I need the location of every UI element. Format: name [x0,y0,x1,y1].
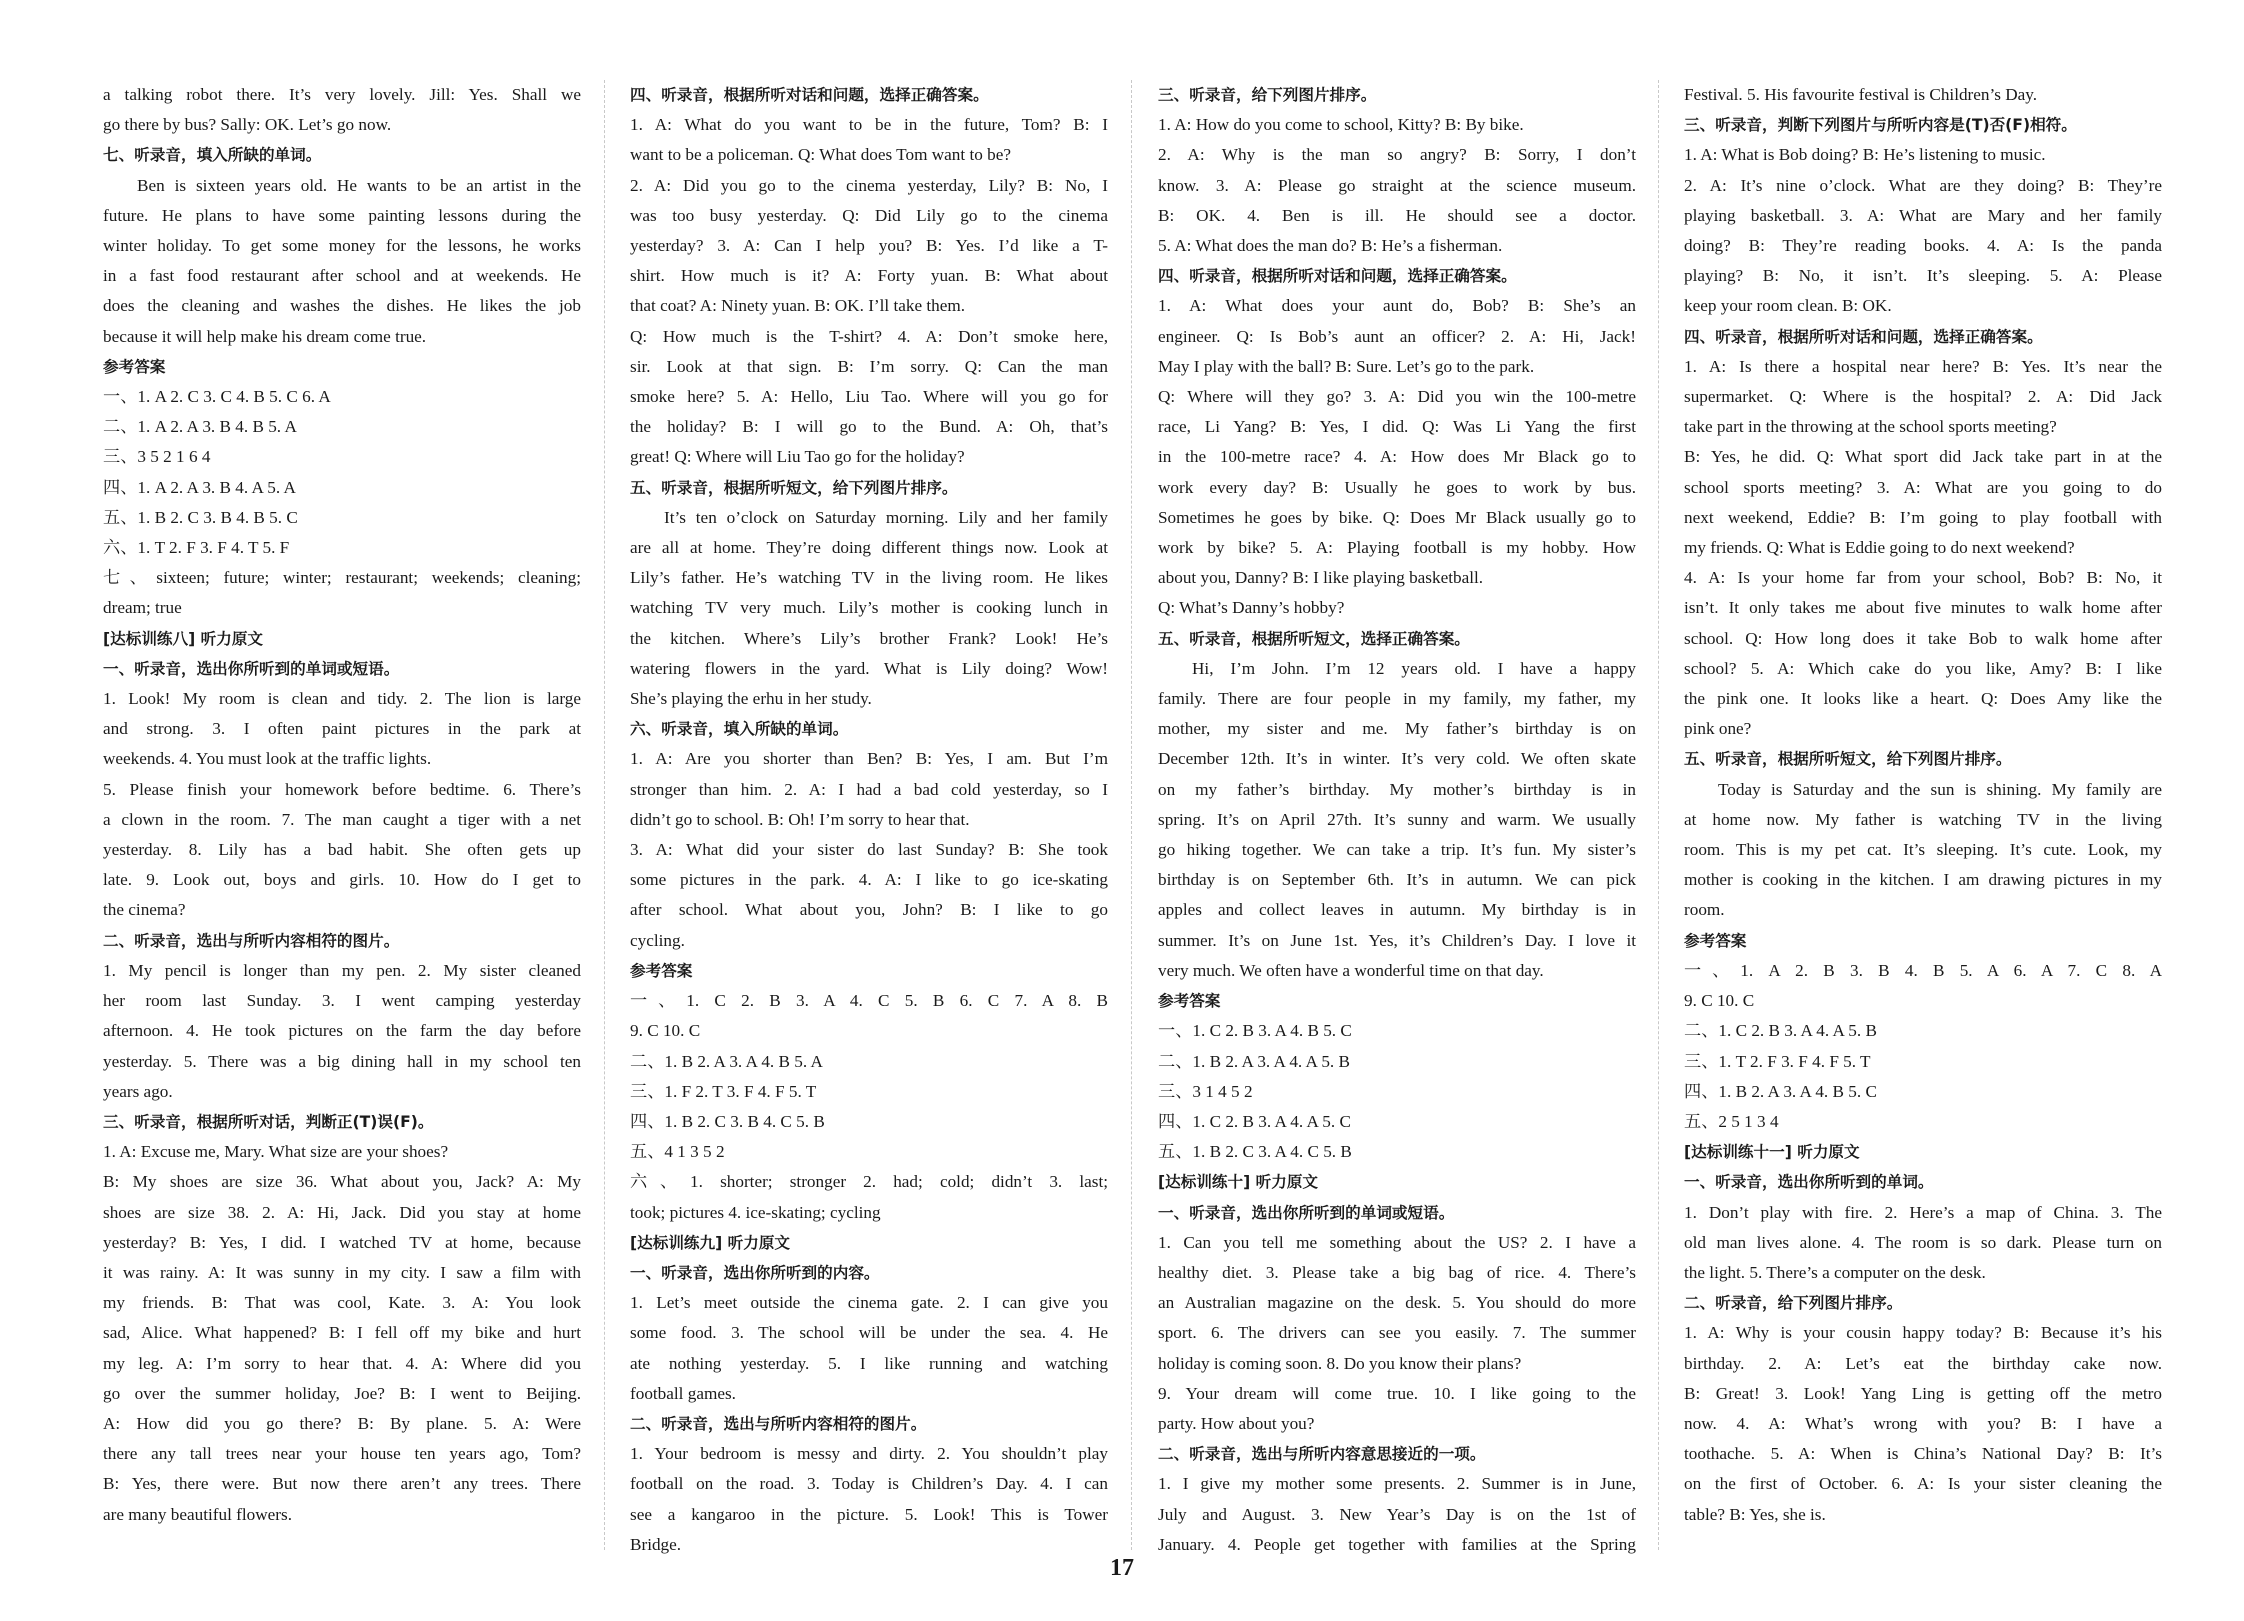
text-line: are all at home. They’re doing different things now. Look at [630,538,1108,558]
section-heading: 四、听录音，根据所听对话和问题，选择正确答案。 [1684,327,2043,346]
text-line: yesterday? 3. A: Can I help you? B: Yes. I’d like a T- [630,236,1108,256]
text-line: 一、1. A 2. B 3. B 4. B 5. A 6. A 7. C 8. A [1684,960,2162,980]
text-line: 五、2 5 1 3 4 [1684,1111,1779,1131]
text-line: on my father’s birthday. My mother’s birthday is in [1158,779,1636,799]
text-line: healthy diet. 3. Please take a big bag of rice. 4. There’s [1158,1262,1636,1282]
text-line: 2. A: Why is the man so angry? B: Sorry, I don’t [1158,145,1636,165]
text-line: 4. A: Is your home far from your school, Bob? B: No, it [1684,568,2162,588]
section-heading: 三、听录音，给下列图片排序。 [1158,86,1377,104]
text-line: January. 4. People get together with families at the Spring [1158,1534,1636,1554]
text-line: that coat? A: Ninety yuan. B: OK. I’ll take them. [630,296,966,316]
text-line: Q: Where will they go? 3. A: Did you win the 100-metre [1158,387,1636,407]
text-line: yesterday. 5. There was a big dining hall in my school ten [103,1051,581,1071]
text-line: an Australian magazine on the desk. 5. You should do more [1158,1293,1636,1313]
text-line: cycling. [630,930,685,950]
text-line: B: Yes, he did. Q: What sport did Jack take part in at the [1684,447,2162,467]
text-line: 1. Can you tell me something about the US? 2. I have a [1158,1232,1636,1252]
text-line: sad, Alice. What happened? B: I fell off my bike and hurt [103,1323,581,1343]
text-line: 1. A: What does your aunt do, Bob? B: She’s an [1158,296,1636,316]
text-line: 1. A: Is there a hospital near here? B: Yes. It’s near the [1684,356,2162,376]
text-line: B: My shoes are size 36. What about you, Jack? A: My [103,1172,581,1192]
text-line: toothache. 5. A: When is China’s National Day? B: It’s [1684,1444,2162,1464]
text-line: mother is cooking in the kitchen. I am drawing pictures in my [1684,870,2162,890]
text-line: Hi, I’m John. I’m 12 years old. I have a happy [1192,658,1636,678]
text-line: didn’t go to school. B: Oh! I’m sorry to hear that. [630,809,970,829]
text-line: some food. 3. The school will be under the sea. 4. He [630,1323,1108,1343]
text-line: 三、3 1 4 5 2 [1158,1081,1253,1101]
text-line: Q: What’s Danny’s hobby? [1158,598,1345,618]
text-line: yesterday. 8. Lily has a bad habit. She often gets up [103,840,581,860]
text-line: holiday is coming soon. 8. Do you know their plans? [1158,1353,1522,1373]
text-line: May I play with the ball? B: Sure. Let’s go to the park. [1158,356,1535,376]
section-heading: 二、听录音，选出与所听内容相符的图片。 [630,1414,927,1433]
section-heading: 二、听录音，选出与所听内容意思接近的一项。 [1158,1445,1486,1464]
text-line: some pictures in the park. 4. A: I like to go ice-skating [630,870,1108,890]
text-line: 四、1. C 2. B 3. A 4. A 5. C [1158,1111,1351,1131]
text-line: the holiday? B: I will go to the Bund. A: Oh, that’s [630,417,1108,437]
text-line: Ben is sixteen years old. He wants to be an artist in the [137,175,581,195]
text-line: my friends. Q: What is Eddie going to do next weekend? [1684,538,2075,558]
text-line: her room last Sunday. 3. I went camping yesterday [103,991,581,1011]
text-line: late. 9. Look out, boys and girls. 10. How do I get to [103,870,581,890]
text-line: know. 3. A: Please go straight at the science museum. [1158,175,1636,195]
section-heading: [达标训练九] 听力原文 [630,1233,791,1252]
text-line: 1. A: Are you shorter than Ben? B: Yes, I am. But I’m [630,749,1108,769]
text-line: 1. A: Excuse me, Mary. What size are your shoes? [103,1142,449,1162]
section-heading: 参考答案 [1158,992,1221,1011]
section-heading: 三、听录音，根据所听对话，判断正(T)误(F)。 [103,1112,434,1131]
text-line: mother, my sister and me. My father’s birthday is on [1158,719,1636,739]
text-line: 1. Look! My room is clean and tidy. 2. The lion is large [103,689,581,709]
text-line: 1. A: How do you come to school, Kitty? B: By bike. [1158,115,1524,135]
section-heading: 参考答案 [103,357,166,376]
text-line: 1. A: Why is your cousin happy today? B: Because it’s his [1684,1323,2162,1343]
text-line: shoes are size 38. 2. A: Hi, Jack. Did you stay at home [103,1202,581,1222]
text-line: engineer. Q: Is Bob’s aunt an officer? 2. A: Hi, Jack! [1158,326,1636,346]
text-line: 9. C 10. C [1684,991,1755,1011]
section-heading: 四、听录音，根据所听对话和问题，选择正确答案。 [630,86,989,104]
text-line: race, Li Yang? B: Yes, I did. Q: Was Li Yang the first [1158,417,1636,437]
text-line: 四、1. B 2. A 3. A 4. B 5. C [1684,1081,1877,1101]
text-line: 四、1. B 2. C 3. B 4. C 5. B [630,1111,825,1131]
text-line: future. He plans to have some painting lessons during the [103,205,581,225]
text-column-4 [1684,80,2162,1530]
section-heading: [达标训练八] 听力原文 [103,629,264,648]
column-divider [604,80,605,1550]
text-line: 三、1. T 2. F 3. F 4. F 5. T [1684,1051,1871,1071]
section-heading: 一、听录音，选出你所听到的内容。 [630,1263,880,1282]
text-line: 五、1. B 2. C 3. A 4. C 5. B [1158,1142,1352,1162]
section-heading: 四、听录音，根据所听对话和问题，选择正确答案。 [1158,267,1517,286]
text-line: Festival. 5. His favourite festival is Children’s Day. [1684,85,2038,104]
column-divider [1658,80,1659,1550]
text-line: Q: How much is the T-shirt? 4. A: Don’t smoke here, [630,326,1108,346]
section-heading: 一、听录音，选出你所听到的单词。 [1684,1173,1934,1192]
text-line: She’s playing the erhu in her study. [630,689,872,709]
text-line: room. [1684,900,1725,920]
text-line: winter holiday. To get some money for the lessons, he works [103,236,581,256]
text-line: in the 100-metre race? 4. A: How does Mr Black go to [1158,447,1636,467]
text-line: July and August. 3. New Year’s Day is on the 1st of [1158,1504,1636,1524]
text-line: take part in the throwing at the school sports meeting? [1684,417,2057,437]
text-line: 1. Let’s meet outside the cinema gate. 2. I can give you [630,1293,1108,1313]
text-line: 二、1. B 2. A 3. A 4. A 5. B [1158,1051,1350,1071]
text-line: watching TV very much. Lily’s mother is cooking lunch in [630,598,1108,618]
text-line: dream; true [103,598,182,618]
text-line: 1. I give my mother some presents. 2. Summer is in June, [1158,1474,1636,1494]
text-line: in a fast food restaurant after school and at weekends. He [103,266,581,286]
text-line: 五、4 1 3 5 2 [630,1142,725,1162]
text-line: playing basketball. 3. A: What are Mary and her family [1684,205,2162,225]
text-line: 六、1. T 2. F 3. F 4. T 5. F [103,538,290,558]
text-line: isn’t. It only takes me about five minutes to walk home after [1684,598,2162,618]
text-line: doing? B: They’re reading books. 4. A: Is the panda [1684,236,2162,256]
text-line: afternoon. 4. He took pictures on the farm the day before [103,1021,581,1041]
text-line: 9. Your dream will come true. 10. I like going to the [1158,1383,1636,1403]
text-line: the light. 5. There’s a computer on the desk. [1684,1262,1986,1282]
text-line: go hiking together. We can take a trip. It’s fun. My sister’s [1158,840,1636,860]
text-line: a talking robot there. It’s very lovely. Jill: Yes. Shall we [103,85,581,104]
text-line: old man lives alone. 4. The room is so dark. Please turn on [1684,1232,2162,1252]
text-line: there any tall trees near your house ten years ago, Tom? [103,1444,581,1464]
text-column-3 [1158,80,1636,1560]
text-line: 2. A: It’s nine o’clock. What are they doing? B: They’re [1684,175,2162,195]
text-line: family. There are four people in my family, my father, my [1158,689,1636,709]
text-line: watering flowers in the yard. What is Lily doing? Wow! [630,658,1108,678]
text-line: 1. A: What is Bob doing? B: He’s listening to music. [1684,145,2046,165]
text-line: the kitchen. Where’s Lily’s brother Frank? Look! He’s [630,628,1108,648]
text-line: because it will help make his dream come true. [103,326,427,346]
text-line: yesterday? B: Yes, I did. I watched TV at home, because [103,1232,581,1252]
text-line: very much. We often have a wonderful time on that day. [1158,960,1544,980]
text-line: years ago. [103,1081,173,1101]
text-line: school sports meeting? 3. A: What are you going to do [1684,477,2162,497]
text-line: 四、1. A 2. A 3. B 4. A 5. A [103,477,296,497]
section-heading: 六、听录音，填入所缺的单词。 [630,720,849,739]
text-line: 5. Please finish your homework before bedtime. 6. There’s [103,779,581,799]
text-line: football on the road. 3. Today is Children’s Day. 4. I can [630,1474,1108,1494]
text-line: weekends. 4. You must look at the traffic lights. [103,749,432,769]
text-line: does the cleaning and washes the dishes. He likes the job [103,296,581,316]
text-line: 七、sixteen; future; winter; restaurant; weekends; cleaning; [103,568,581,588]
text-line: 五、1. B 2. C 3. B 4. B 5. C [103,507,298,527]
text-line: playing? B: No, it isn’t. It’s sleeping. 5. A: Please [1684,266,2162,286]
text-line: the cinema? [103,900,186,920]
text-line: keep your room clean. B: OK. [1684,296,1892,316]
section-heading: 五、听录音，根据所听短文，给下列图片排序。 [1684,750,2012,769]
column-divider [1131,80,1132,1550]
text-line: smoke here? 5. A: Hello, Liu Tao. Where will you go for [630,387,1108,407]
text-line: 二、1. C 2. B 3. A 4. A 5. B [1684,1021,1877,1041]
text-line: 二、1. B 2. A 3. A 4. B 5. A [630,1051,823,1071]
text-line: pink one? [1684,719,1752,739]
text-line: 三、1. F 2. T 3. F 4. F 5. T [630,1081,817,1101]
text-line: work by bike? 5. A: Playing football is my hobby. How [1158,538,1636,558]
section-heading: 参考答案 [630,961,693,980]
text-line: 一、1. C 2. B 3. A 4. B 5. C [1158,1021,1352,1041]
text-line: ate nothing yesterday. 5. I like running and watching [630,1353,1108,1373]
text-line: about you, Danny? B: I like playing basketball. [1158,568,1484,588]
text-line: 1. A: What do you want to be in the future, Tom? B: I [630,115,1108,135]
text-line: go over the summer holiday, Joe? B: I went to Beijing. [103,1383,581,1403]
text-line: work every day? B: Usually he goes to work by bus. [1158,477,1636,497]
page-number: 17 [1110,1555,1134,1581]
text-line: next weekend, Eddie? B: I’m going to play football with [1684,507,2162,527]
text-line: 5. A: What does the man do? B: He’s a fisherman. [1158,236,1503,256]
text-line: 三、3 5 2 1 6 4 [103,447,211,467]
text-line: 1. My pencil is longer than my pen. 2. My sister cleaned [103,960,581,980]
text-line: apples and collect leaves in autumn. My birthday is in [1158,900,1636,920]
text-line: was too busy yesterday. Q: Did Lily go to the cinema [630,205,1108,225]
text-line: after school. What about you, John? B: I like to go [630,900,1108,920]
section-heading: 三、听录音，判断下列图片与所听内容是(T)否(F)相符。 [1684,116,2077,135]
text-line: are many beautiful flowers. [103,1504,292,1524]
text-line: party. How about you? [1158,1413,1315,1433]
text-line: supermarket. Q: Where is the hospital? 2. A: Did Jack [1684,387,2162,407]
text-line: Bridge. [630,1534,682,1554]
section-heading: 五、听录音，根据所听短文，选择正确答案。 [1158,629,1470,648]
text-line: room. This is my pet cat. It’s sleeping. It’s cute. Look, my [1684,840,2162,860]
text-line: 3. A: What did your sister do last Sunday? B: She took [630,840,1108,860]
text-line: on the first of October. 6. A: Is your sister cleaning the [1684,1474,2162,1494]
text-column-1 [103,80,581,1530]
text-line: sport. 6. The drivers can see you easily. 7. The summer [1158,1323,1636,1343]
text-line: spring. It’s on April 27th. It’s sunny and warm. We usually [1158,809,1636,829]
text-line: school? 5. A: Which cake do you like, Amy? B: I like [1684,658,2162,678]
text-line: and strong. 3. I often paint pictures in the park at [103,719,581,739]
section-heading: 一、听录音，选出你所听到的单词或短语。 [103,659,400,678]
text-line: Today is Saturday and the sun is shining. My family are [1718,779,2162,799]
text-line: table? B: Yes, she is. [1684,1504,1826,1524]
text-line: B: Great! 3. Look! Yang Ling is getting off the metro [1684,1383,2162,1403]
text-line: see a kangaroo in the picture. 5. Look! This is Tower [630,1504,1108,1524]
text-line: 六、1. shorter; stronger 2. had; cold; didn’t 3. last; [630,1172,1108,1192]
text-line: great! Q: Where will Liu Tao go for the holiday? [630,447,965,467]
section-heading: [达标训练十一] 听力原文 [1684,1143,1860,1162]
section-heading: 七、听录音，填入所缺的单词。 [103,146,322,165]
section-heading: 二、听录音，选出与所听内容相符的图片。 [103,931,400,950]
text-line: at home now. My father is watching TV in the living [1684,809,2162,829]
section-heading: [达标训练十] 听力原文 [1158,1173,1319,1192]
text-line: birthday is on September 6th. It’s in autumn. We can pick [1158,870,1636,890]
text-line: B: OK. 4. Ben is ill. He should see a doctor. [1158,205,1636,225]
text-line: Sometimes he goes by bike. Q: Does Mr Black usually go to [1158,507,1636,527]
text-line: want to be a policeman. Q: What does Tom want to be? [630,145,1011,165]
text-line: summer. It’s on June 1st. Yes, it’s Children’s Day. I love it [1158,930,1636,950]
text-line: sir. Look at that sign. B: I’m sorry. Q: Can the man [630,356,1108,376]
text-line: It’s ten o’clock on Saturday morning. Lily and her family [664,507,1108,527]
text-line: stronger than him. 2. A: I had a bad cold yesterday, so I [630,779,1108,799]
text-line: 1. Don’t play with fire. 2. Here’s a map of China. 3. The [1684,1202,2162,1222]
text-line: football games. [630,1383,736,1403]
text-line: 2. A: Did you go to the cinema yesterday, Lily? B: No, I [630,175,1108,195]
text-line: my leg. A: I’m sorry to hear that. 4. A: Where did you [103,1353,581,1373]
text-line: shirt. How much is it? A: Forty yuan. B: What about [630,266,1108,286]
text-line: school. Q: How long does it take Bob to walk home after [1684,628,2162,648]
text-line: the pink one. It looks like a heart. Q: Does Amy like the [1684,689,2162,709]
text-line: 9. C 10. C [630,1021,701,1041]
section-heading: 参考答案 [1684,931,1747,950]
text-column-2 [630,80,1108,1560]
text-line: took; pictures 4. ice-skating; cycling [630,1202,881,1222]
section-heading: 二、听录音，给下列图片排序。 [1684,1294,1903,1313]
section-heading: 五、听录音，根据所听短文，给下列图片排序。 [630,478,958,497]
text-line: a clown in the room. 7. The man caught a tiger with a net [103,809,581,829]
text-line: 1. Your bedroom is messy and dirty. 2. You shouldn’t play [630,1444,1108,1464]
section-heading: 一、听录音，选出你所听到的单词或短语。 [1158,1203,1455,1222]
text-line: 二、1. A 2. A 3. B 4. B 5. A [103,417,297,437]
text-line: it was rainy. A: It was sunny in my city. I saw a film with [103,1262,581,1282]
text-line: B: Yes, there were. But now there aren’t any trees. There [103,1474,581,1494]
text-line: December 12th. It’s in winter. It’s very cold. We often skate [1158,749,1636,769]
text-line: Lily’s father. He’s watching TV in the living room. He likes [630,568,1108,588]
text-line: A: How did you go there? B: By plane. 5. A: Were [103,1413,581,1433]
text-line: 一、1. C 2. B 3. A 4. C 5. B 6. C 7. A 8. B [630,991,1108,1011]
text-line: 一、1. A 2. C 3. C 4. B 5. C 6. A [103,387,331,407]
text-line: my friends. B: That was cool, Kate. 3. A: You look [103,1293,581,1313]
text-line: now. 4. A: What’s wrong with you? B: I have a [1684,1413,2162,1433]
text-line: go there by bus? Sally: OK. Let’s go now. [103,115,392,135]
text-line: birthday. 2. A: Let’s eat the birthday cake now. [1684,1353,2162,1373]
